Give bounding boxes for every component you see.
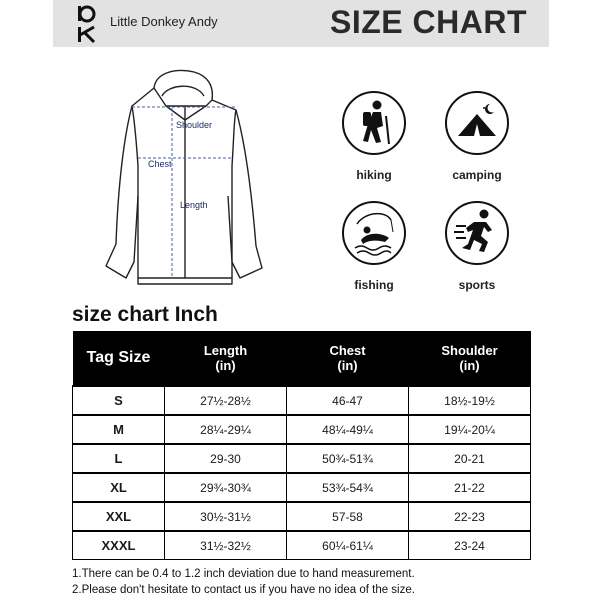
shoulder-cell: 21-22 [409,473,531,502]
header-chest-label: Chest [329,343,366,358]
chest-cell: 57-58 [287,502,409,531]
shoulder-cell: 23-24 [409,531,531,560]
activity-sports [438,200,516,292]
length-label: Length [180,200,208,210]
note-line: 2.Please don't hesitate to contact us if you have no idea of the size. [72,584,415,596]
activity-label: camping [452,168,502,182]
shoulder-cell: 19¼-20¼ [409,415,531,444]
shoulder-label: Shoulder [176,120,213,130]
length-cell: 27½-28½ [165,386,287,415]
note-line: 1.There can be 0.4 to 1.2 inch deviation due to hand measurement. [72,568,415,580]
table-row [73,444,531,473]
table-row [73,473,531,502]
shoulder-cell: 22-23 [409,502,531,531]
length-cell: 29-30 [165,444,287,473]
chest-cell: 50¾-51¾ [287,444,409,473]
hiking-icon [341,90,407,156]
header-chest [287,331,409,386]
length-cell: 28¼-29¼ [165,415,287,444]
chest-label: Chest [148,159,172,169]
activity-label: sports [458,278,496,292]
brand-name: Little Donkey Andy [110,14,218,29]
activity-hiking [335,90,413,182]
chest-cell: 53¾-54¾ [287,473,409,502]
chest-cell: 48¼-49¼ [287,415,409,444]
header-tag-size: Tag Size [73,331,165,386]
length-cell: 31½-32½ [165,531,287,560]
table-row [73,415,531,444]
activity-camping [438,90,516,182]
chest-cell: 60¼-61¼ [287,531,409,560]
tag-size-cell: M [73,415,165,444]
table-row [73,531,531,560]
fishing-icon [341,200,407,266]
chest-cell: 46-47 [287,386,409,415]
table-header-row [73,331,531,386]
notes [72,566,415,598]
header-length-label: Length [203,343,248,358]
length-cell: 30½-31½ [165,502,287,531]
section-title: size chart Inch [72,303,218,326]
table-row [73,502,531,531]
tag-size-cell: L [73,444,165,473]
jacket-diagram [96,66,276,288]
activity-label: hiking [356,168,392,182]
tag-size-cell: S [73,386,165,415]
header-chest-unit: (in) [337,358,358,373]
shoulder-cell: 20-21 [409,444,531,473]
running-icon [444,200,510,266]
tag-size-cell: XXXL [73,531,165,560]
header-length-unit: (in) [215,358,236,373]
header-length [165,331,287,386]
tag-size-cell: XL [73,473,165,502]
table-row [73,386,531,415]
header-shoulder [409,331,531,386]
brand-logo-icon [76,5,98,43]
activity-fishing [335,200,413,292]
header-shoulder-unit: (in) [459,358,480,373]
tag-size-cell: XXL [73,502,165,531]
header-shoulder-label: Shoulder [441,343,498,358]
page-title: SIZE CHART [330,4,527,40]
tent-icon [444,90,510,156]
activity-label: fishing [354,278,394,292]
size-table [72,331,531,560]
length-cell: 29¾-30¾ [165,473,287,502]
shoulder-cell: 18½-19½ [409,386,531,415]
